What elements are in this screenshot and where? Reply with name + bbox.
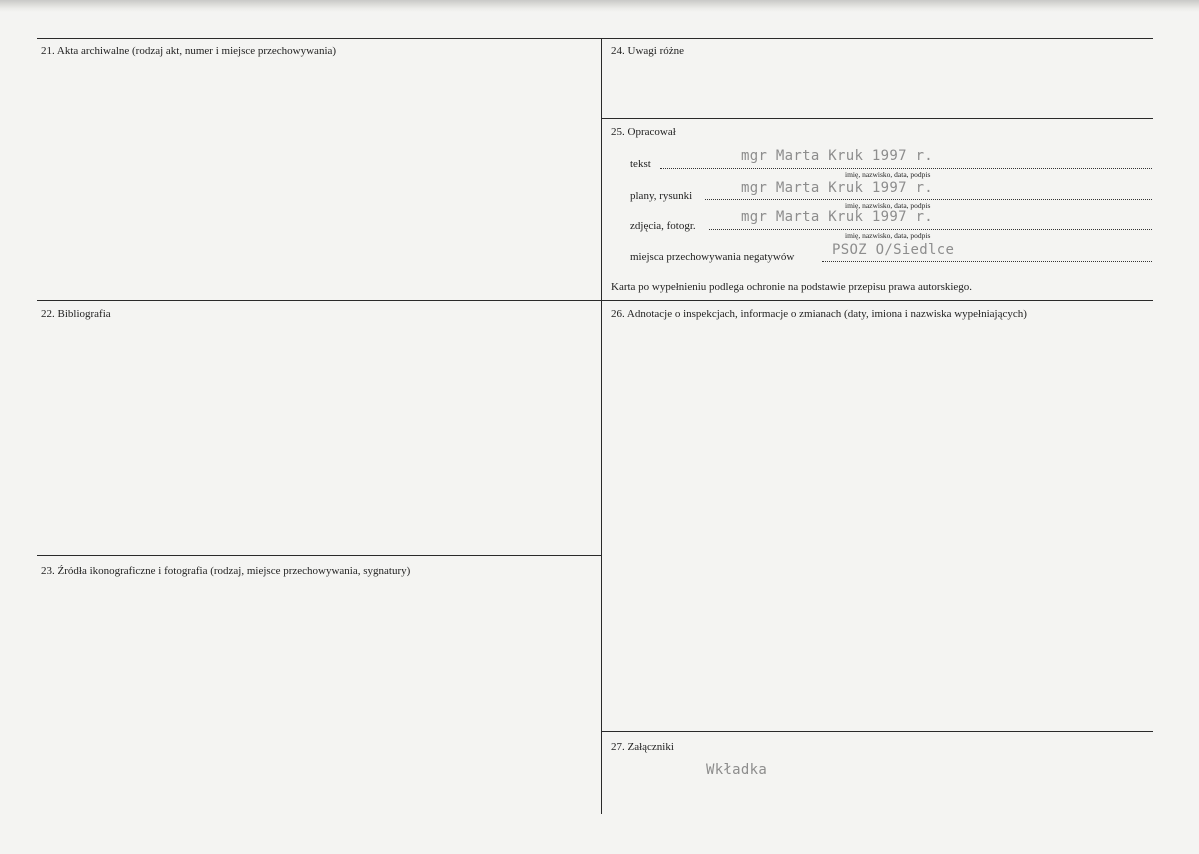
plany-caption: imię, nazwisko, data, podpis [845,201,931,210]
tekst-label: tekst [630,158,651,170]
zalaczniki-value: Wkładka [706,762,768,778]
section-21-label: 21. Akta archiwalne (rodzaj akt, numer i miejsce przechowywania) [41,45,337,57]
divider-26-27 [601,731,1153,732]
divider-22-23 [37,555,601,556]
section-25-label: 25. Opracował [611,126,676,138]
top-border [37,38,1153,39]
plany-dotted-line [705,199,1152,200]
negatywy-dotted-line [822,261,1152,262]
section-27-label: 27. Załączniki [611,741,674,753]
zdjecia-value: mgr Marta Kruk 1997 r. [741,209,934,225]
plany-value: mgr Marta Kruk 1997 r. [741,180,934,196]
divider-middle [37,300,1153,301]
copyright-note: Karta po wypełnieniu podlega ochronie na podstawie przepisu prawa autorskiego. [611,281,973,293]
negatywy-label: miejsca przechowywania negatywów [630,251,795,263]
zdjecia-dotted-line [709,229,1152,230]
tekst-value: mgr Marta Kruk 1997 r. [741,148,934,164]
divider-24-25 [601,118,1153,119]
section-23-label: 23. Źródła ikonograficzne i fotografia (rodzaj, miejsce przechowywania, sygnatury) [41,565,411,577]
tekst-caption: imię, nazwisko, data, podpis [845,170,931,179]
page-top-shadow [0,0,1199,12]
zdjecia-label: zdjęcia, fotogr. [630,220,696,232]
section-26-label: 26. Adnotacje o inspekcjach, informacje o zmianach (daty, imiona i nazwiska wypełniających) [611,308,1027,320]
plany-label: plany, rysunki [630,190,693,202]
tekst-dotted-line [660,168,1152,169]
section-24-label: 24. Uwagi różne [611,45,685,57]
zdjecia-caption: imię, nazwisko, data, podpis [845,231,931,240]
section-22-label: 22. Bibliografia [41,308,111,320]
negatywy-value: PSOZ O/Siedlce [832,242,955,258]
center-divider [601,38,602,814]
